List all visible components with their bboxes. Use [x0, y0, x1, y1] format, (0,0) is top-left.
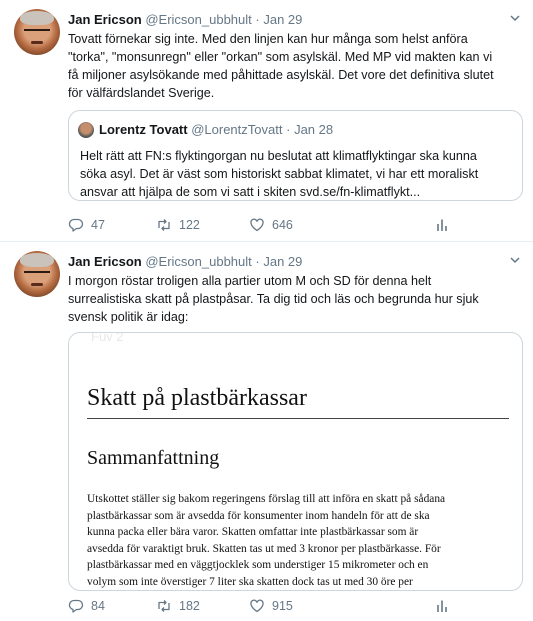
tweet-date[interactable]: Jan 29 [263, 12, 303, 27]
document-divider [87, 418, 509, 419]
separator: · [255, 12, 260, 27]
reply-icon [68, 598, 84, 614]
quoted-tweet-header [99, 122, 333, 137]
avatar[interactable] [14, 9, 60, 55]
retweet-button[interactable] [156, 598, 200, 614]
analytics-icon [434, 598, 450, 614]
quoted-tweet[interactable] [68, 110, 523, 201]
author-handle[interactable]: @Ericson_ubbhult [145, 12, 252, 27]
author-name[interactable]: Jan Ericson [68, 254, 142, 269]
tweet-text-line: för välfärdslandet Sverige. [68, 86, 215, 100]
like-count: 646 [272, 218, 293, 232]
separator: · [255, 254, 260, 269]
attached-document-image[interactable] [68, 332, 523, 591]
document-line: kunna packa eller bära varor. Skatten omfattar inte plastbärkassar som är [87, 526, 419, 538]
analytics-button[interactable] [434, 217, 450, 233]
tweet-date[interactable]: Jan 29 [263, 254, 303, 269]
chevron-down-icon[interactable] [509, 12, 521, 24]
retweet-count: 182 [179, 599, 200, 613]
tweet-text-line: svensk politik är idag: [68, 310, 189, 324]
tweet-actions [68, 598, 508, 616]
reply-count: 47 [91, 218, 105, 232]
document-faint-text: Fuv 2 [91, 332, 124, 344]
like-count: 915 [272, 599, 293, 613]
tweet-text [68, 272, 523, 326]
reply-icon [68, 217, 84, 233]
retweet-button[interactable] [156, 217, 200, 233]
analytics-button[interactable] [434, 598, 450, 614]
reply-button[interactable] [68, 217, 105, 233]
document-line: Utskottet ställer sig bakom regeringens förslag till att införa en skatt på sådana [87, 493, 446, 505]
heart-icon [249, 598, 265, 614]
like-button[interactable] [249, 217, 293, 233]
retweet-icon [156, 217, 172, 233]
tweet-text-line: surrealistiska skatt på plastpåsar. Ta dig tid och läs och begrunda hur sjuk [68, 292, 479, 306]
quoted-text-line: söka asyl. Det är väst som historiskt sabbat klimatet, vi har ett moraliskt [80, 167, 479, 181]
tweet[interactable] [0, 0, 533, 242]
tweet[interactable] [0, 242, 533, 621]
document-title: Skatt på plastbärkassar [87, 385, 307, 411]
tweet-actions [68, 217, 508, 235]
retweet-icon [156, 598, 172, 614]
like-button[interactable] [249, 598, 293, 614]
analytics-icon [434, 217, 450, 233]
author-name: Lorentz Tovatt [99, 122, 188, 137]
author-handle: @LorentzTovatt [191, 122, 283, 137]
retweet-count: 122 [179, 218, 200, 232]
tweet-date: Jan 28 [294, 122, 334, 137]
quoted-text-line: Helt rätt att FN:s flyktingorgan nu beslutat att klimatflyktingar ska kunna [80, 149, 477, 163]
tweet-header [68, 254, 302, 269]
tweet-text-line: få miljoner asylsökande med påhittade asylskäl. Det vore det definitiva slutet [68, 68, 494, 82]
quoted-text-line: ansvar att hjälpa de som vi satt i skiten svd.se/fn-klimatflykt... [80, 185, 421, 199]
avatar [78, 122, 94, 138]
tweet-text-line: I morgon röstar troligen alla partier utom M och SD för denna helt [68, 274, 432, 288]
chevron-down-icon[interactable] [509, 254, 521, 266]
tweet-text-line: "torka", "monsunregn" eller "orkan" som asylskäl. Med MP vid makten kan vi [68, 50, 493, 64]
document-line: plastbärkassar med en väggtjocklek som understiger 15 mikrometer och en [87, 559, 429, 571]
document-line: avsedda för varaktigt bruk. Skatten tas ut med 3 kronor per plastbärkasse. För [87, 542, 441, 555]
heart-icon [249, 217, 265, 233]
tweet-text-line: Tovatt förnekar sig inte. Med den linjen kan hur många som helst anföra [68, 32, 468, 46]
document-body [87, 491, 509, 590]
tweet-text [68, 30, 523, 102]
document-line: plastbärkassar som är avsedda för konsumenter inom handeln för att de ska [87, 509, 430, 522]
avatar[interactable] [14, 251, 60, 297]
author-handle[interactable]: @Ericson_ubbhult [145, 254, 252, 269]
document-line: volym som inte överstiger 7 liter ska skatten dock tas ut med 30 öre per [87, 575, 413, 588]
separator: · [286, 122, 291, 137]
reply-button[interactable] [68, 598, 105, 614]
reply-count: 84 [91, 599, 105, 613]
tweet-header [68, 12, 302, 27]
document-heading: Sammanfattning [87, 447, 220, 469]
quoted-tweet-text [80, 147, 515, 201]
author-name[interactable]: Jan Ericson [68, 12, 142, 27]
